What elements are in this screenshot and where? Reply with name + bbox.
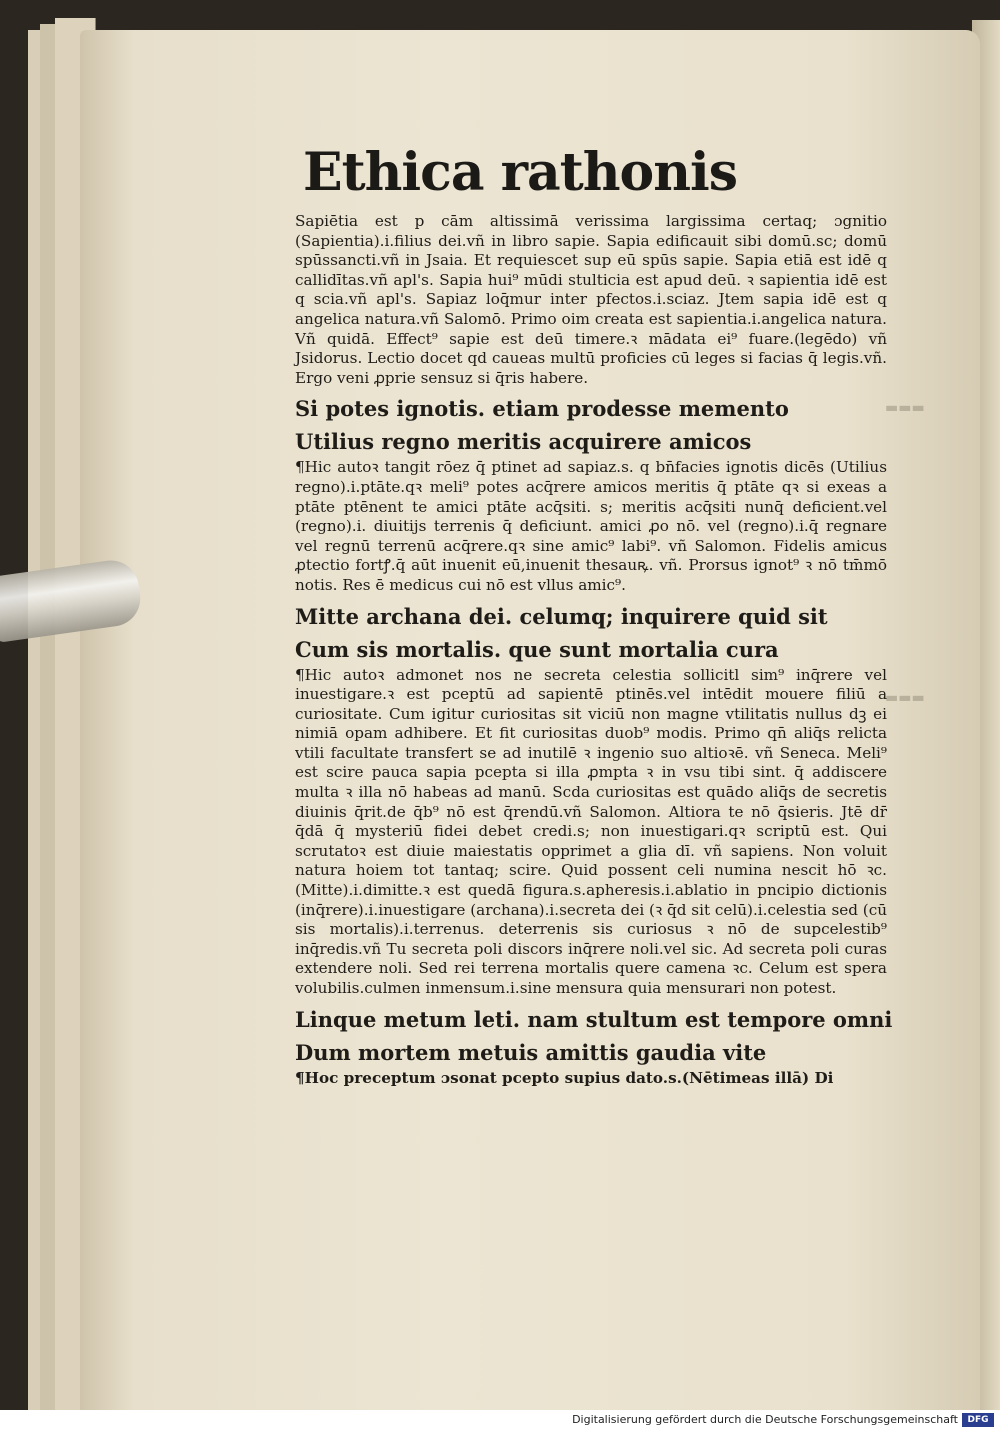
dfg-logo: DFG (962, 1413, 994, 1427)
page-title: Ethica rathonis (302, 142, 738, 203)
footer-bar (0, 1410, 1000, 1431)
verse-line: Dum mortem metuis amittis gaudia vite (295, 1039, 767, 1065)
verse-line: Cum sis mortalis. que sunt mortalia cura (295, 636, 779, 662)
commentary-paragraph: ¶Hoc preceptum ɔsonat pcepto supius dato.s.(Nētimeas illā) Di (295, 1068, 834, 1087)
verse-line: Linque metum leti. nam stultum est tempore omni (295, 1006, 893, 1032)
verse-line: Si potes ignotis. etiam prodesse memento (295, 396, 789, 422)
funding-credit: Digitalisierung gefördert durch die Deutsche Forschungsgemeinschaft (572, 1413, 958, 1426)
verse-line: Mitte archana dei. celumq; inquirere quid sit (295, 603, 828, 629)
commentary-paragraph: Sapiētia est p cām altissimā verissima largissima certaq; ɔgnitio (Sapientia).i.filius dei.vñ in libro sapie. Sapia edificauit sibi domū.sc; domū spūssancti.vñ in Jsaia. Et requiescet sup eū spūs sapie. Sapia etiā est idē q callidītas.vñ apl's. Sapia hui⁹ mūdi stulticia est apud deū. ꝛ sapientia idē est q scia.vñ apl's. Sapiaz loq̄mur inter pfectos.i.sciaz. Jtem sapia idē est q angelica natura.vñ Salomō. Primo oim creata est sapientia.i.angelica natura. Vñ quidā. Effect⁹ sapie est deū timere.ꝛ mādata ei⁹ fuare.(legēdo) vñ Jsidorus. Lectio docet qd caueas multū proficies cū leges si facias q̄ legis.vñ. Ergo veni ꝓprie sensuz si q̄ris habere. (295, 212, 887, 387)
commentary-paragraph: ¶Hic autoꝛ admonet nos ne secreta celestia sollicitl sim⁹ inq̄rere vel inuestigare.ꝛ est pceptū ad sapientē ptinēs.vel intēdit mouere filiū a curiositate. Cum igitur curiositas sit viciū non magne vtilitatis nullus dꝫ ei nimiā opam adhibere. Et fit curiositas duob⁹ modis. Primo qn̄ aliq̄s relicta vtili facultate transfert se ad inutilē ꝛ ingenio suo altioꝛē. vñ Seneca. Meli⁹ est scire pauca sapia pcepta si illa ꝓmpta ꝛ in vsu tibi sint. q̄ addiscere multa ꝛ illa nō habeas ad manū. Scda curiositas est quādo aliq̄s de secretis diuinis q̄rit.de q̄b⁹ nō est q̄rendū.vñ Salomon. Altiora te nō q̄sieris. Jtē dr̄ q̄dā q̄ mysteriū fidei debet credi.s; non inuestigari.qꝛ scriptū est. Qui scrutatoꝛ est diuie maiestatis opprimet a glia dī. vñ sapiens. Non voluit natura hoiem tot tantaq; scire. Quid possent celi numina nescit hō ꝛc.(Mitte).i.dimitte.ꝛ est quedā figura.s.apheresis.i.ablatio in pncipio dictionis (inq̄rere).i.inuestigare (archana).i.secreta dei (ꝛ q̄d sit celū).i.celestia sed (cū sis mortalis).i.terrenus. deterrenis sis curiosus ꝛ nō de supcelestib⁹ inq̄redis.vñ Tu secreta poli discors inq̄rere noli.vel sic. Ad secreta poli curas extendere noli. Sed rei terrena mortalis quere camena ꝛc. Celum est spera volubilis.culmen inmensum.i.sine mensura quia mensurari non potest. (295, 665, 887, 997)
commentary-paragraph: ¶Hic autoꝛ tangit rōez q̄ ptinet ad sapiaz.s. q bn̄facies ignotis dicēs (Utilius regno).i.ptāte.qꝛ meli⁹ potes acq̄rere amicos meritis q̄ ptāte qꝛ si exeas a ptāte ptēnent te amici ptāte acq̄siti. s; meritis acq̄siti nunq̄ deficient.vel (regno).i. diuitijs terrenis q̄ deficiunt. amici ꝓo nō. vel (regno).i.q̄ regnare vel regnū terrenū acq̄rere.qꝛ sine amic⁹ labi⁹. vñ Salomon. Fidelis amicus ꝓtectio fortꝭ.q̄ aūt inuenit eū,inuenit thesauꝶ. vñ. Prorsus ignot⁹ ꝛ nō tm̄mō notis. Res ē medicus cui nō est vllus amic⁹. (295, 458, 887, 594)
show-through-text: ▬▬▬ (885, 400, 925, 416)
text-body (295, 212, 893, 1092)
show-through-text: ▬▬▬ (885, 690, 925, 706)
verse-line: Utilius regno meritis acquirere amicos (295, 429, 752, 455)
